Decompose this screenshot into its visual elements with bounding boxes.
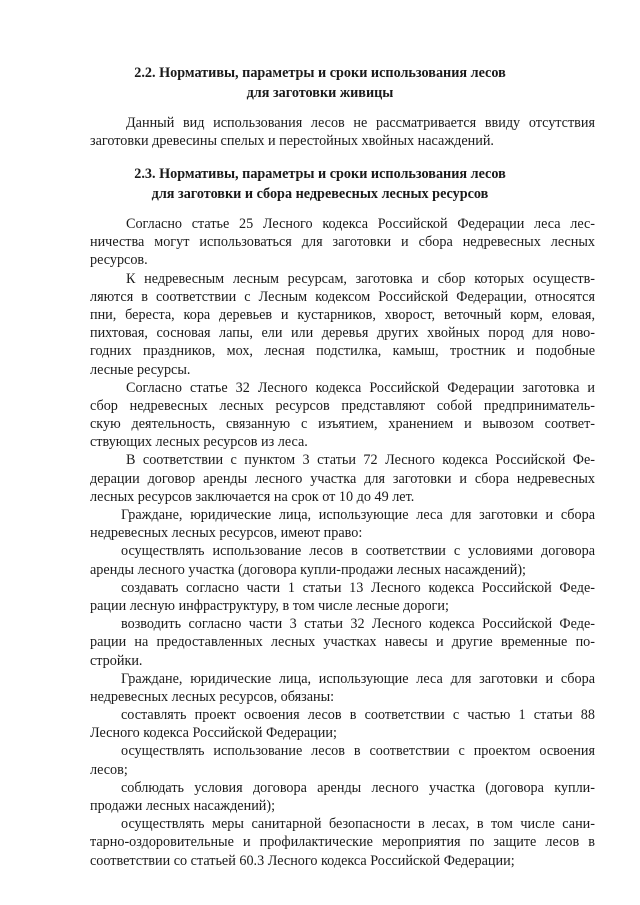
text-line: ствующих лесных ресурсов из леса. <box>90 434 308 451</box>
section-2-2-heading <box>80 63 560 103</box>
text-line: Данный вид использования лесов не рассматривается ввиду отсутствия <box>126 115 595 131</box>
text-line: рации на предоставленных лесных участках навесы и другие временные по- <box>90 634 595 651</box>
section-2-2-body <box>90 114 595 150</box>
text-line: Согласно статье 25 Лесного кодекса Российской Федерации леса лес- <box>126 216 595 232</box>
heading-line: для заготовки и сбора недревесных лесных ресурсов <box>151 186 489 202</box>
text-line: скую деятельность, связанную с изъятием, хранением и вывозом соответ- <box>90 416 595 433</box>
text-line: соблюдать условия договора аренды лесного участка (договора купли- <box>121 779 595 796</box>
text-line: недревесных лесных ресурсов, обязаны: <box>90 688 335 705</box>
text-line: дерации договор аренды лесного участка для заготовки и сбора недревесных <box>90 470 595 487</box>
text-line: стройки. <box>90 652 143 669</box>
text-line: Лесного кодекса Российской Федерации; <box>90 725 337 742</box>
text-line: лесных ресурсов заключается на срок от 10 до 49 лет. <box>90 488 415 505</box>
text-line: Граждане, юридические лица, использующие леса для заготовки и сбора <box>121 507 595 523</box>
section-2-3-heading <box>80 164 560 204</box>
text-line: осуществлять меры санитарной безопасности в лесах, в том числе сани- <box>121 816 595 833</box>
text-line: Граждане, юридические лица, использующие леса для заготовки и сбора <box>121 670 595 687</box>
text-line: Согласно статье 32 Лесного кодекса Российской Федерации заготовка и <box>126 379 595 396</box>
text-line: осуществлять использование лесов в соответствии с условиями договора <box>121 543 595 560</box>
text-line: К недревесным лесным ресурсам, заготовка и сбор которых осуществ- <box>126 270 595 287</box>
text-line: составлять проект освоения лесов в соответствии с частью 1 статьи 88 <box>121 707 595 724</box>
text-line: лесные ресурсы. <box>90 361 191 378</box>
text-line: пихтовая, сосновая лапы, ели или деревья других хвойных пород для ново- <box>90 325 595 342</box>
text-line: рации лесную инфраструктуру, в том числе лесные дороги; <box>90 597 449 614</box>
text-line: недревесных лесных ресурсов, имеют право: <box>90 525 363 542</box>
text-line: возводить согласно части 3 статьи 32 Лесного кодекса Российской Феде- <box>121 616 595 633</box>
section-2-3-body <box>90 215 595 870</box>
text-line: аренды лесного участка (договора купли-продажи лесных насаждений); <box>90 561 526 578</box>
text-line: продажи лесных насаждений); <box>90 798 276 814</box>
heading-line: для заготовки живицы <box>246 85 394 101</box>
text-line: В соответствии с пунктом 3 статьи 72 Лесного кодекса Российской Фе- <box>126 452 595 469</box>
text-line: соответствии со статьей 60.3 Лесного кодекса Российской Федерации; <box>90 852 515 869</box>
text-line: годних праздников, мох, лесная подстилка, камыш, тростник и подобные <box>90 343 595 360</box>
text-line: пни, береста, кора деревьев и кустарников, хворост, веточный корм, еловая, <box>90 306 595 323</box>
text-line: лесов; <box>90 761 128 778</box>
text-line: ресурсов. <box>90 252 148 269</box>
text-line: тарно-оздоровительные и профилактические мероприятия по защите лесов в <box>90 834 595 851</box>
text-line: заготовки древесины спелых и перестойных хвойных насаждений. <box>90 133 494 150</box>
heading-line: 2.2. Нормативы, параметры и сроки использования лесов <box>134 65 506 81</box>
heading-line: 2.3. Нормативы, параметры и сроки использования лесов <box>134 166 506 182</box>
text-line: сбор недревесных лесных ресурсов представляют собой предприниматель- <box>90 397 595 414</box>
text-line: ничества могут использоваться для заготовки и сбора недревесных лесных <box>90 234 595 251</box>
text-line: осуществлять использование лесов в соответствии с проектом освоения <box>121 743 595 760</box>
text-line: ляются в соответствии с Лесным кодексом Российской Федерации, относятся <box>90 288 595 305</box>
text-line: создавать согласно части 1 статьи 13 Лесного кодекса Российской Феде- <box>121 579 595 596</box>
